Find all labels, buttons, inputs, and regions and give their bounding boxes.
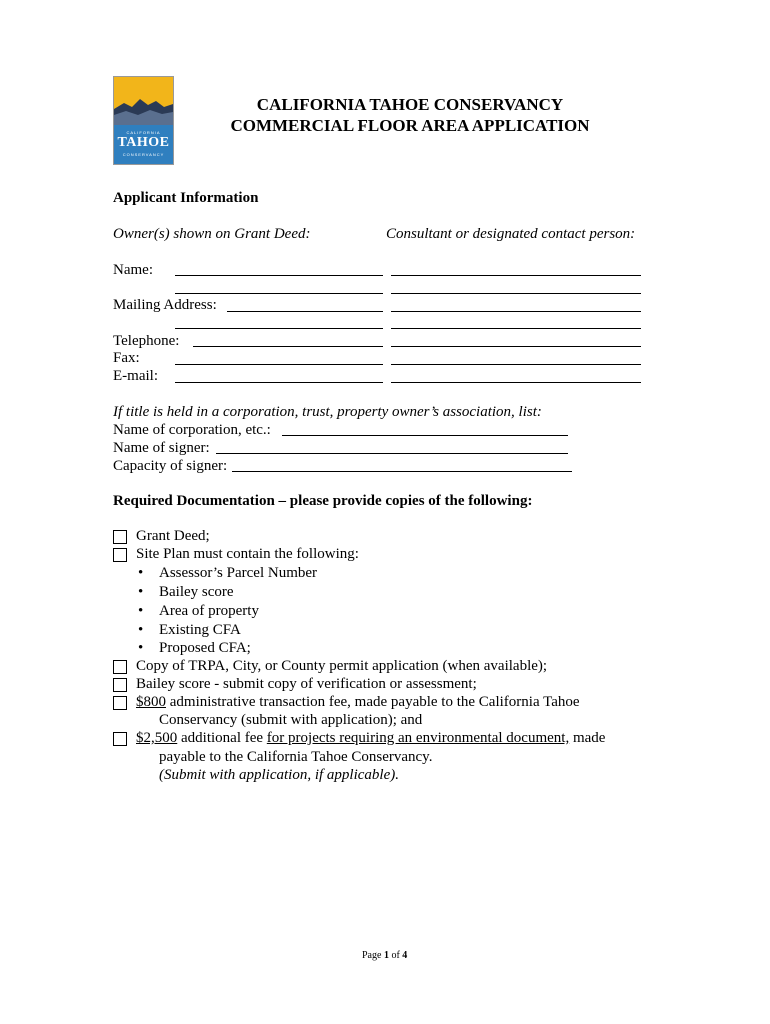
consultant-name-field[interactable] (391, 275, 641, 276)
fee-2500-note: (Submit with application, if applicable). (159, 767, 399, 783)
bullet-item: Proposed CFA; (159, 640, 251, 656)
page-title: CALIFORNIA TAHOE CONSERVANCY (256, 95, 564, 114)
bullet-item: Bailey score (159, 584, 234, 600)
name-label: Name: (113, 262, 153, 278)
bullet-dot-icon: • (138, 603, 144, 619)
logo-text-conservancy: CONSERVANCY (122, 152, 165, 157)
fee-800-text: administrative transaction fee, made payable to the California Tahoe (166, 694, 580, 710)
owner-address-field[interactable] (227, 311, 383, 312)
page-total: 4 (402, 950, 408, 961)
telephone-label: Telephone: (113, 333, 180, 349)
fee-800-amount: $800 (136, 694, 166, 710)
owner-column-label: Owner(s) shown on Grant Deed: (113, 226, 311, 242)
tahoe-conservancy-logo (113, 76, 174, 165)
owner-address-field-2[interactable] (175, 328, 383, 329)
bullet-item: Area of property (159, 603, 259, 619)
grant-deed-checkbox[interactable] (113, 530, 127, 544)
signer-capacity-label: Capacity of signer: (113, 458, 228, 474)
applicant-heading: Applicant Information (113, 190, 259, 206)
bailey-score-label: Bailey score - submit copy of verification or assessment; (136, 676, 477, 692)
mountain-graphic (114, 77, 173, 125)
fee-800-label (136, 694, 580, 711)
fax-label: Fax: (113, 350, 140, 366)
page-current: 1 (383, 950, 389, 961)
grant-deed-label: Grant Deed; (136, 528, 210, 544)
signer-name-field[interactable] (216, 453, 568, 454)
required-docs-heading: Required Documentation – please provide copies of the following: (113, 493, 533, 509)
bullet-dot-icon: • (138, 565, 144, 581)
fee-2500-checkbox[interactable] (113, 732, 127, 746)
fee-2500-continuation: payable to the California Tahoe Conservancy. (159, 749, 433, 765)
page-number (362, 950, 407, 961)
bullet-item: Assessor’s Parcel Number (159, 565, 318, 581)
site-plan-checkbox[interactable] (113, 548, 127, 562)
trpa-permit-label: Copy of TRPA, City, or County permit application (when available); (136, 658, 548, 674)
bullet-dot-icon: • (138, 622, 144, 638)
bailey-score-checkbox[interactable] (113, 678, 127, 692)
logo-sky (114, 77, 173, 125)
corporation-name-field[interactable] (282, 435, 568, 436)
owner-name-field-2[interactable] (175, 293, 383, 294)
site-plan-label: Site Plan must contain the following: (136, 546, 359, 562)
fee-800-continuation: Conservancy (submit with application); and (159, 712, 423, 728)
fee-800-checkbox[interactable] (113, 696, 127, 710)
bullet-dot-icon: • (138, 640, 144, 656)
signer-name-label: Name of signer: (113, 440, 210, 456)
fee-2500-text: additional fee (177, 730, 267, 746)
corporation-name-label: Name of corporation, etc.: (113, 422, 271, 438)
email-label: E-mail: (113, 368, 158, 384)
fee-2500-label (136, 730, 605, 747)
logo-text-california: CALIFORNIA (126, 130, 161, 135)
signer-capacity-field[interactable] (232, 471, 572, 472)
of-word: of (391, 950, 400, 961)
owner-email-field[interactable] (175, 382, 383, 383)
owner-telephone-field[interactable] (193, 346, 383, 347)
owner-name-field[interactable] (175, 275, 383, 276)
consultant-telephone-field[interactable] (391, 346, 641, 347)
consultant-address-field[interactable] (391, 311, 641, 312)
fee-2500-amount: $2,500 (136, 730, 178, 746)
page-word: Page (362, 950, 382, 961)
consultant-email-field[interactable] (391, 382, 641, 383)
logo-text-tahoe: TAHOE (117, 135, 170, 150)
environmental-document-note: for projects requiring an environmental document, (266, 730, 570, 746)
bullet-dot-icon: • (138, 584, 144, 600)
consultant-name-field-2[interactable] (391, 293, 641, 294)
page-subtitle: COMMERCIAL FLOOR AREA APPLICATION (230, 116, 590, 135)
fee-2500-text-end: made (569, 730, 606, 746)
consultant-address-field-2[interactable] (391, 328, 641, 329)
owner-fax-field[interactable] (175, 364, 383, 365)
mailing-address-label: Mailing Address: (113, 297, 217, 313)
trpa-permit-checkbox[interactable] (113, 660, 127, 674)
corporation-intro: If title is held in a corporation, trust, property owner’s association, list: (113, 404, 542, 420)
consultant-fax-field[interactable] (391, 364, 641, 365)
consultant-column-label: Consultant or designated contact person: (386, 226, 636, 242)
bullet-item: Existing CFA (159, 622, 241, 638)
